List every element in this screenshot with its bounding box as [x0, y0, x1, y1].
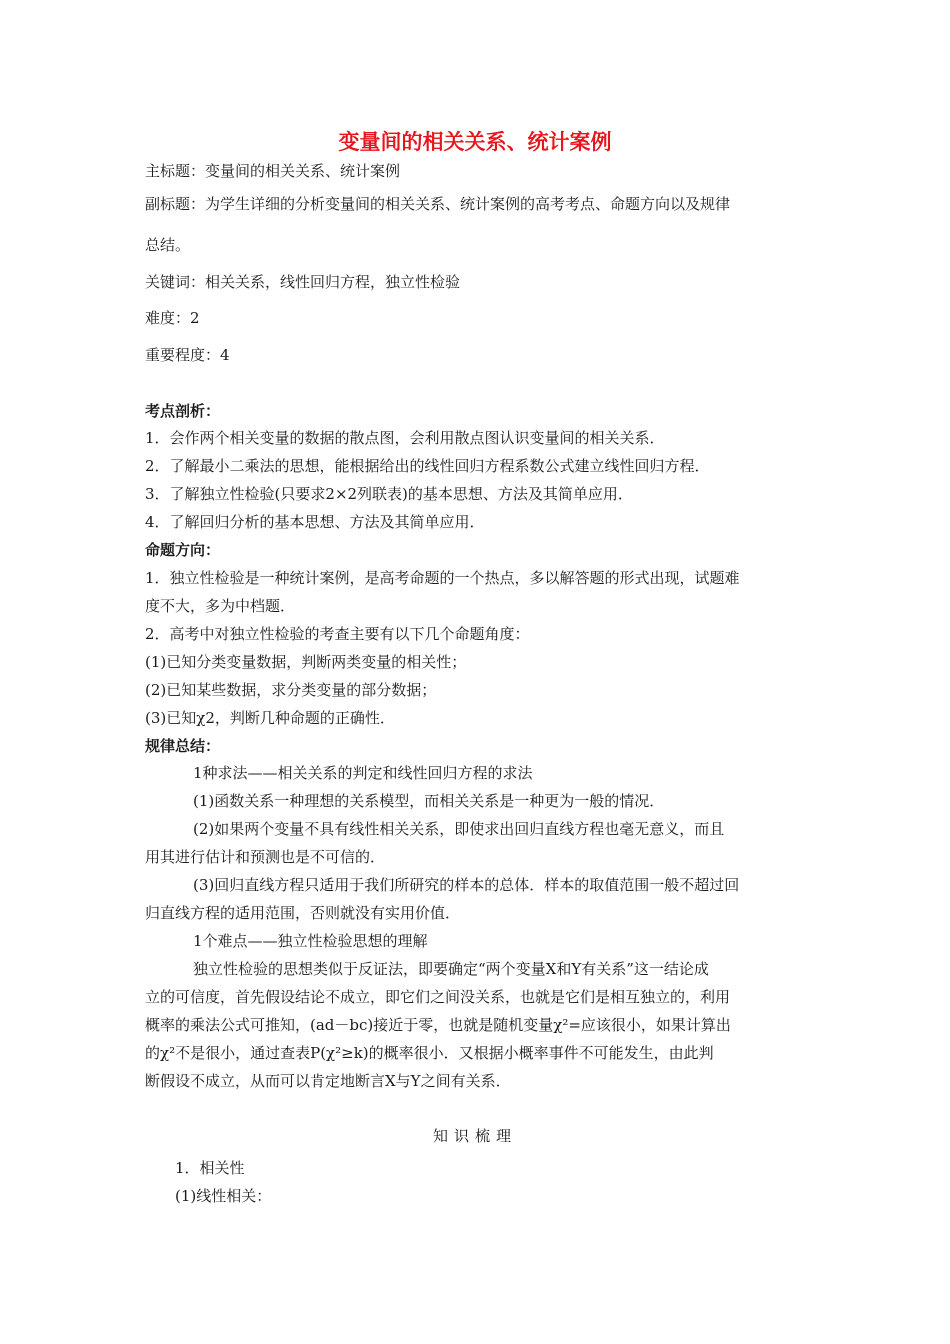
knowledge-heading: 知识梳理 — [432, 1127, 517, 1145]
summary-paragraph: (2)如果两个变量不具有线性相关关系，即使求出回归直线方程也毫无意义，而且 — [193, 820, 725, 838]
difficulty-paragraph: 的χ²不是很小，通过查表P(χ²≥k)的概率很小．又根据小概率事件不可能发生，由此判 — [145, 1044, 714, 1062]
exam-point-item: 1．会作两个相关变量的数据的散点图，会利用散点图认识变量间的相关关系． — [145, 429, 665, 447]
summary-paragraph: 用其进行估计和预测也是不可信的． — [145, 848, 386, 866]
knowledge-item: (1)线性相关： — [175, 1187, 272, 1205]
difficulty-paragraph: 立的可信度，首先假设结论不成立，即它们之间没关系，也就是它们是相互独立的，利用 — [145, 988, 731, 1006]
subtitle-line-2: 总结。 — [145, 236, 191, 254]
direction-item: 1．独立性检验是一种统计案例，是高考命题的一个热点，多以解答题的形式出现，试题难 — [145, 569, 740, 587]
difficulty-title: 1个难点——独立性检验思想的理解 — [193, 932, 428, 950]
exam-point-item: 4．了解回归分析的基本思想、方法及其简单应用． — [145, 513, 485, 531]
summary-paragraph: (3)回归直线方程只适用于我们所研究的样本的总体．样本的取值范围一般不超过回 — [193, 876, 740, 894]
knowledge-item: 1．相关性 — [175, 1159, 245, 1177]
summary-paragraph: 归直线方程的适用范围，否则就没有实用价值． — [145, 904, 461, 922]
difficulty-line: 难度：2 — [145, 309, 200, 327]
main-title-line: 主标题：变量间的相关关系、统计案例 — [145, 162, 401, 180]
difficulty-paragraph: 独立性检验的思想类似于反证法，即要确定“两个变量X和Y有关系”这一结论成 — [193, 960, 709, 978]
direction-item: (1)已知分类变量数据，判断两类变量的相关性； — [145, 653, 467, 671]
direction-item: (3)已知χ2，判断几种命题的正确性． — [145, 709, 395, 727]
exam-point-item: 3．了解独立性检验(只要求2×2列联表)的基本思想、方法及其简单应用． — [145, 485, 633, 503]
difficulty-paragraph: 概率的乘法公式可推知，(ad－bc)接近于零，也就是随机变量χ²=应该很小，如果计算出 — [145, 1016, 731, 1034]
difficulty-paragraph: 断假设不成立，从而可以肯定地断言X与Y之间有关系． — [145, 1072, 511, 1090]
importance-line: 重要程度：4 — [145, 346, 230, 364]
summary-paragraph: (1)函数关系一种理想的关系模型，而相关关系是一种更为一般的情况． — [193, 792, 665, 810]
keywords-line: 关键词：相关关系，线性回归方程，独立性检验 — [145, 273, 461, 291]
page-title: 变量间的相关关系、统计案例 — [338, 130, 612, 154]
direction-item: 度不大，多为中档题． — [145, 597, 296, 615]
method-title: 1种求法——相关关系的判定和线性回归方程的求法 — [193, 764, 533, 782]
direction-item: (2)已知某些数据，求分类变量的部分数据； — [145, 681, 437, 699]
direction-item: 2．高考中对独立性检验的考查主要有以下几个命题角度： — [145, 625, 530, 643]
subtitle-line-1: 副标题：为学生详细的分析变量间的相关关系、统计案例的高考考点、命题方向以及规律 — [145, 195, 731, 213]
summary-heading: 规律总结： — [145, 737, 221, 755]
exam-point-item: 2．了解最小二乘法的思想，能根据给出的线性回归方程系数公式建立线性回归方程． — [145, 457, 710, 475]
exam-points-heading: 考点剖析： — [145, 402, 221, 420]
directions-heading: 命题方向： — [145, 541, 221, 559]
